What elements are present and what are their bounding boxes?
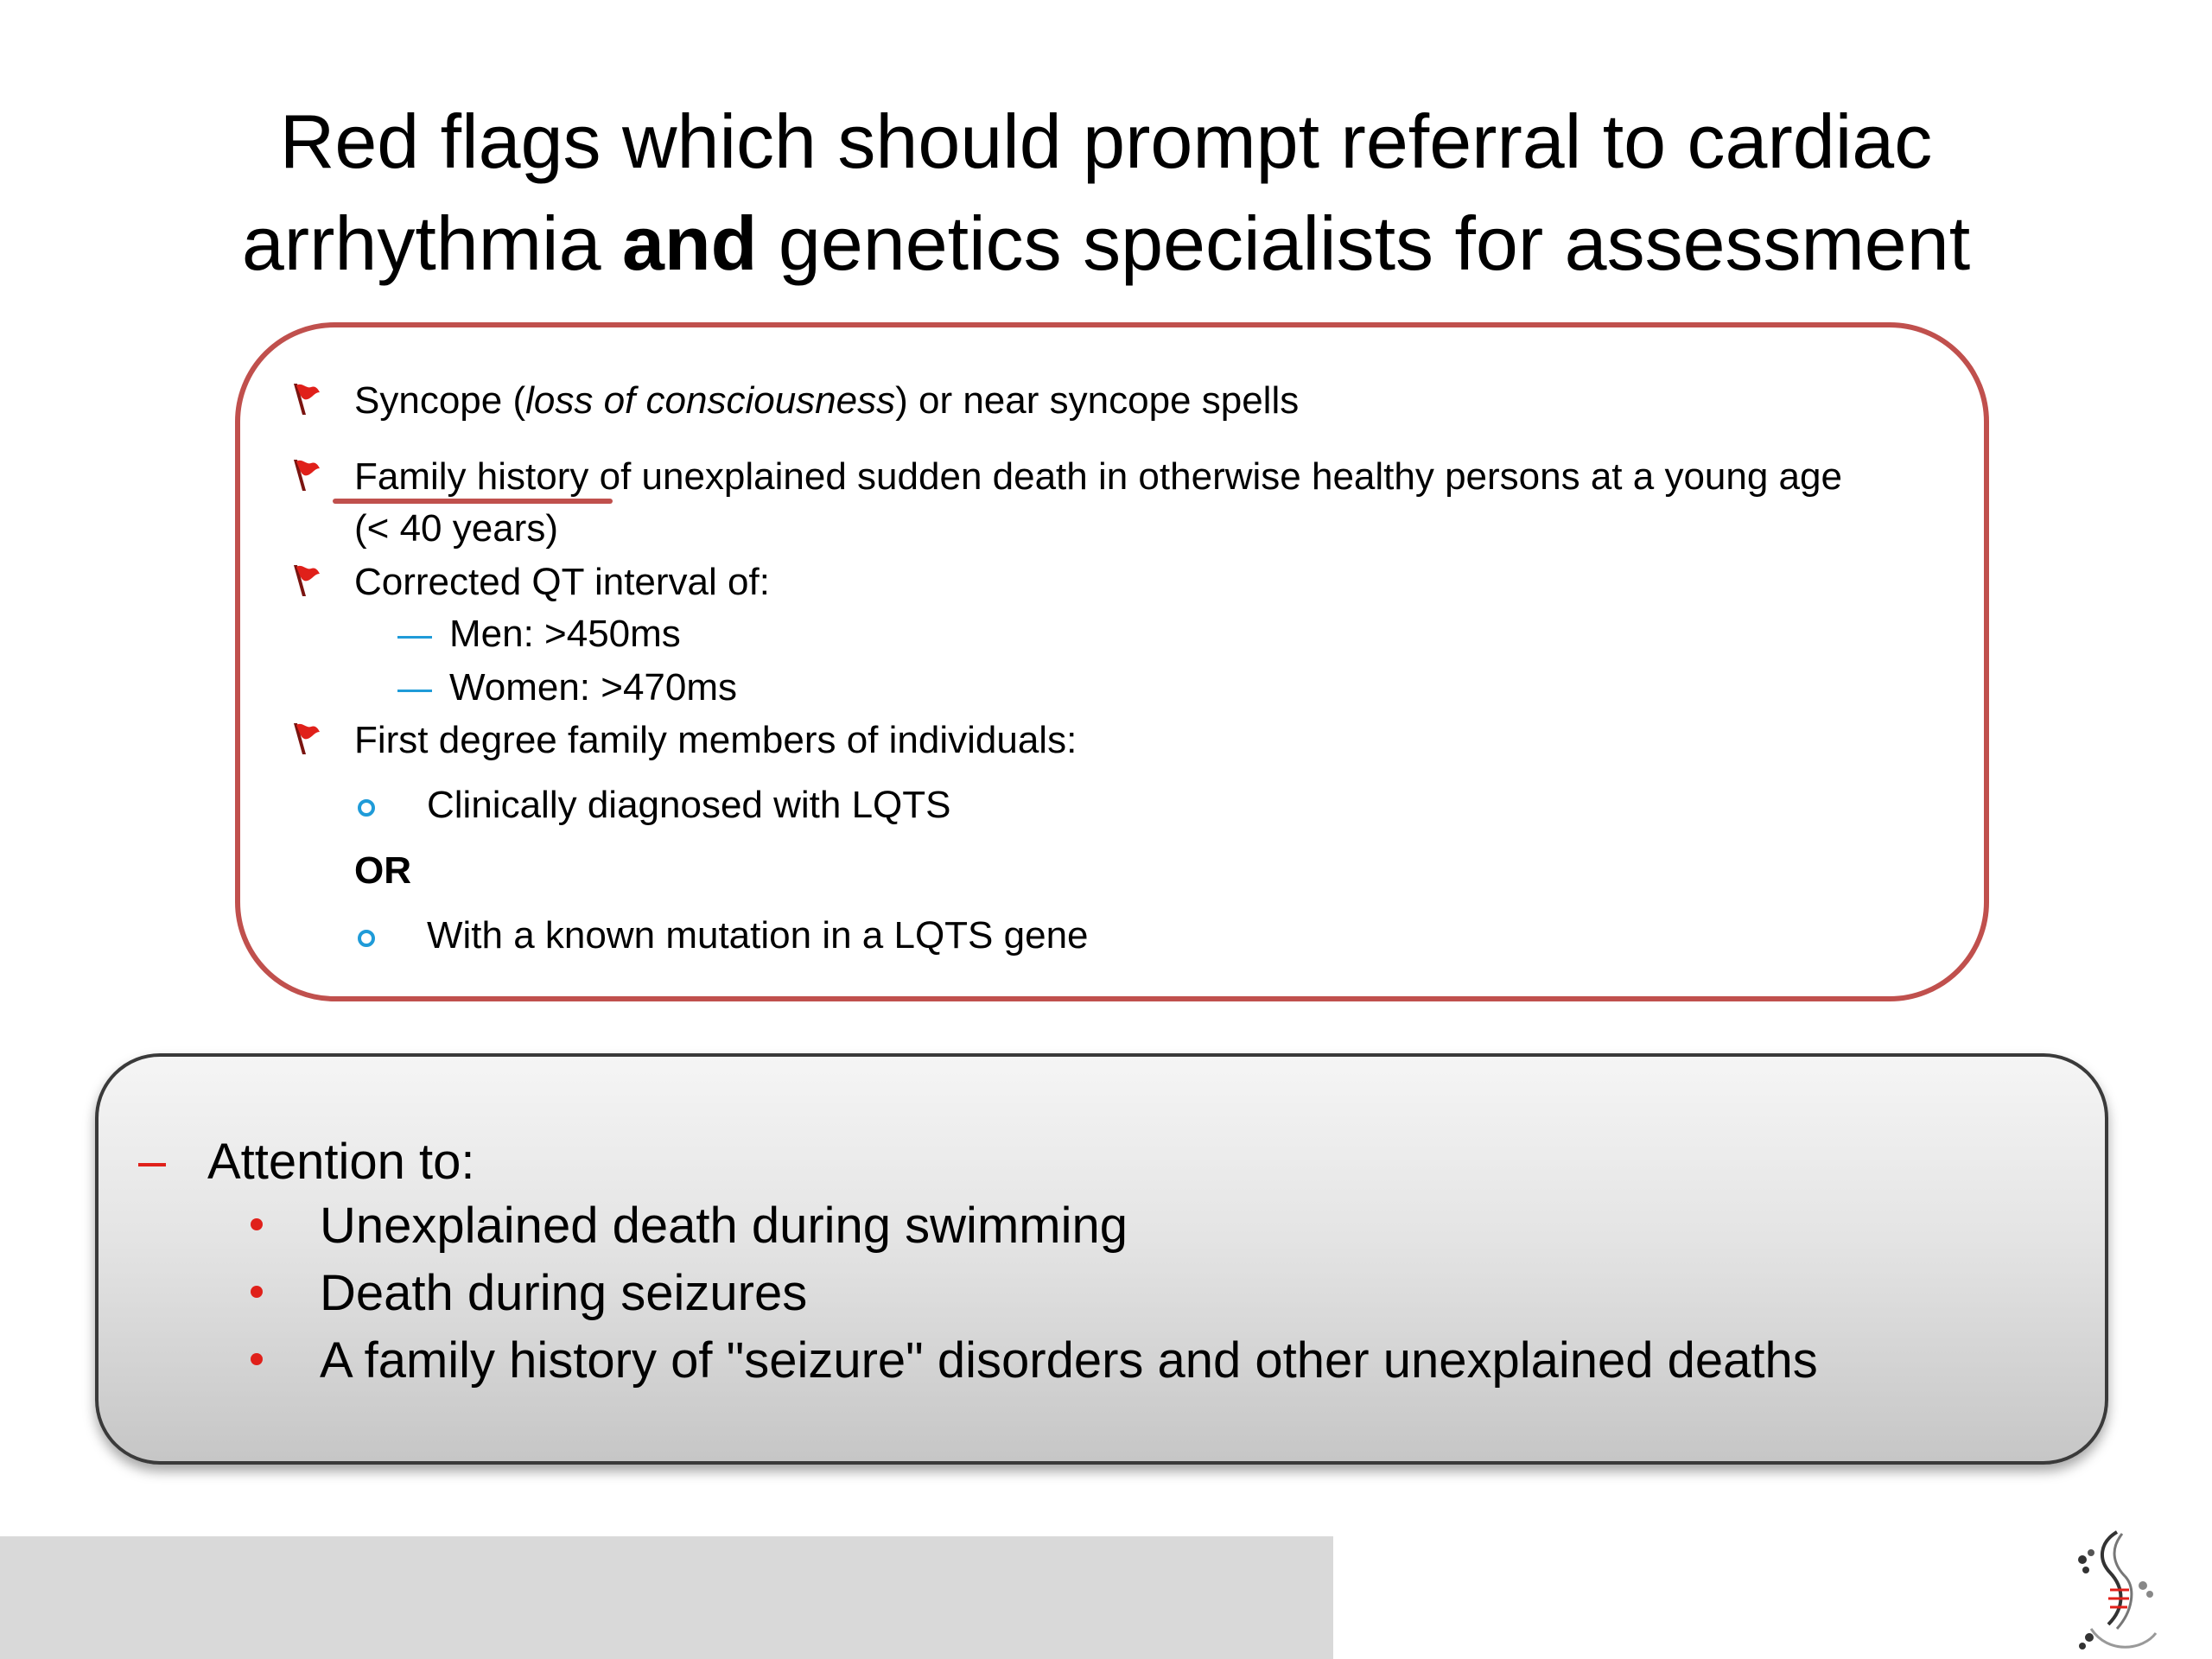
- qt-men: Men: >450ms: [449, 613, 681, 655]
- title-line-1: Red flags which should prompt referral to cardiac: [279, 99, 1933, 184]
- slide-title: [130, 91, 2082, 295]
- red-flag-item-family-history-line-2: (< 40 years): [354, 507, 558, 550]
- attention-dash: [138, 1163, 166, 1166]
- attention-item: A family history of "seizure" disorders and other unexplained deaths: [320, 1332, 1818, 1389]
- qt-women: Women: >470ms: [449, 666, 738, 709]
- syncope-text-italic: loss of consciousness: [525, 379, 896, 422]
- circle-bullet-icon: [358, 799, 375, 817]
- attention-item: Death during seizures: [320, 1265, 808, 1321]
- attention-item: Unexplained death during swimming: [320, 1198, 1128, 1254]
- red-flag-icon: [287, 456, 325, 494]
- title-line-2-bold: and: [621, 200, 758, 286]
- red-flag-item-syncope: [354, 377, 1299, 425]
- or-separator: OR: [354, 849, 411, 892]
- first-degree-mutation: With a known mutation in a LQTS gene: [427, 914, 1089, 957]
- red-flag-icon: [287, 562, 325, 600]
- title-line-2-pre: arrhythmia: [241, 200, 622, 286]
- attention-box: [95, 1053, 2108, 1465]
- red-flag-item-family-history-line-1: Family history of unexplained sudden death in otherwise healthy persons at a young age: [354, 455, 1842, 498]
- red-flag-item-first-degree: First degree family members of individuals:: [354, 719, 1077, 761]
- syncope-text-post: ) or near syncope spells: [895, 379, 1300, 422]
- red-flag-icon: [287, 720, 325, 758]
- bullet-icon: [251, 1353, 263, 1365]
- attention-heading: Attention to:: [207, 1134, 475, 1190]
- family-history-underline: [333, 499, 613, 504]
- title-line-2: [130, 193, 2082, 295]
- dna-logo-icon: [2065, 1525, 2160, 1655]
- sub-bullet-dash: [397, 690, 432, 692]
- first-degree-clinical: Clinically diagnosed with LQTS: [427, 784, 951, 826]
- title-line-2-post: genetics specialists for assessment: [757, 200, 1971, 286]
- sub-bullet-dash: [397, 636, 432, 639]
- footer-bar: [0, 1536, 1333, 1659]
- circle-bullet-icon: [358, 930, 375, 947]
- syncope-text-pre: Syncope (: [354, 379, 526, 422]
- red-flag-item-corrected-qt: Corrected QT interval of:: [354, 561, 770, 603]
- bullet-icon: [251, 1286, 263, 1298]
- red-flag-icon: [287, 380, 325, 418]
- bullet-icon: [251, 1218, 263, 1230]
